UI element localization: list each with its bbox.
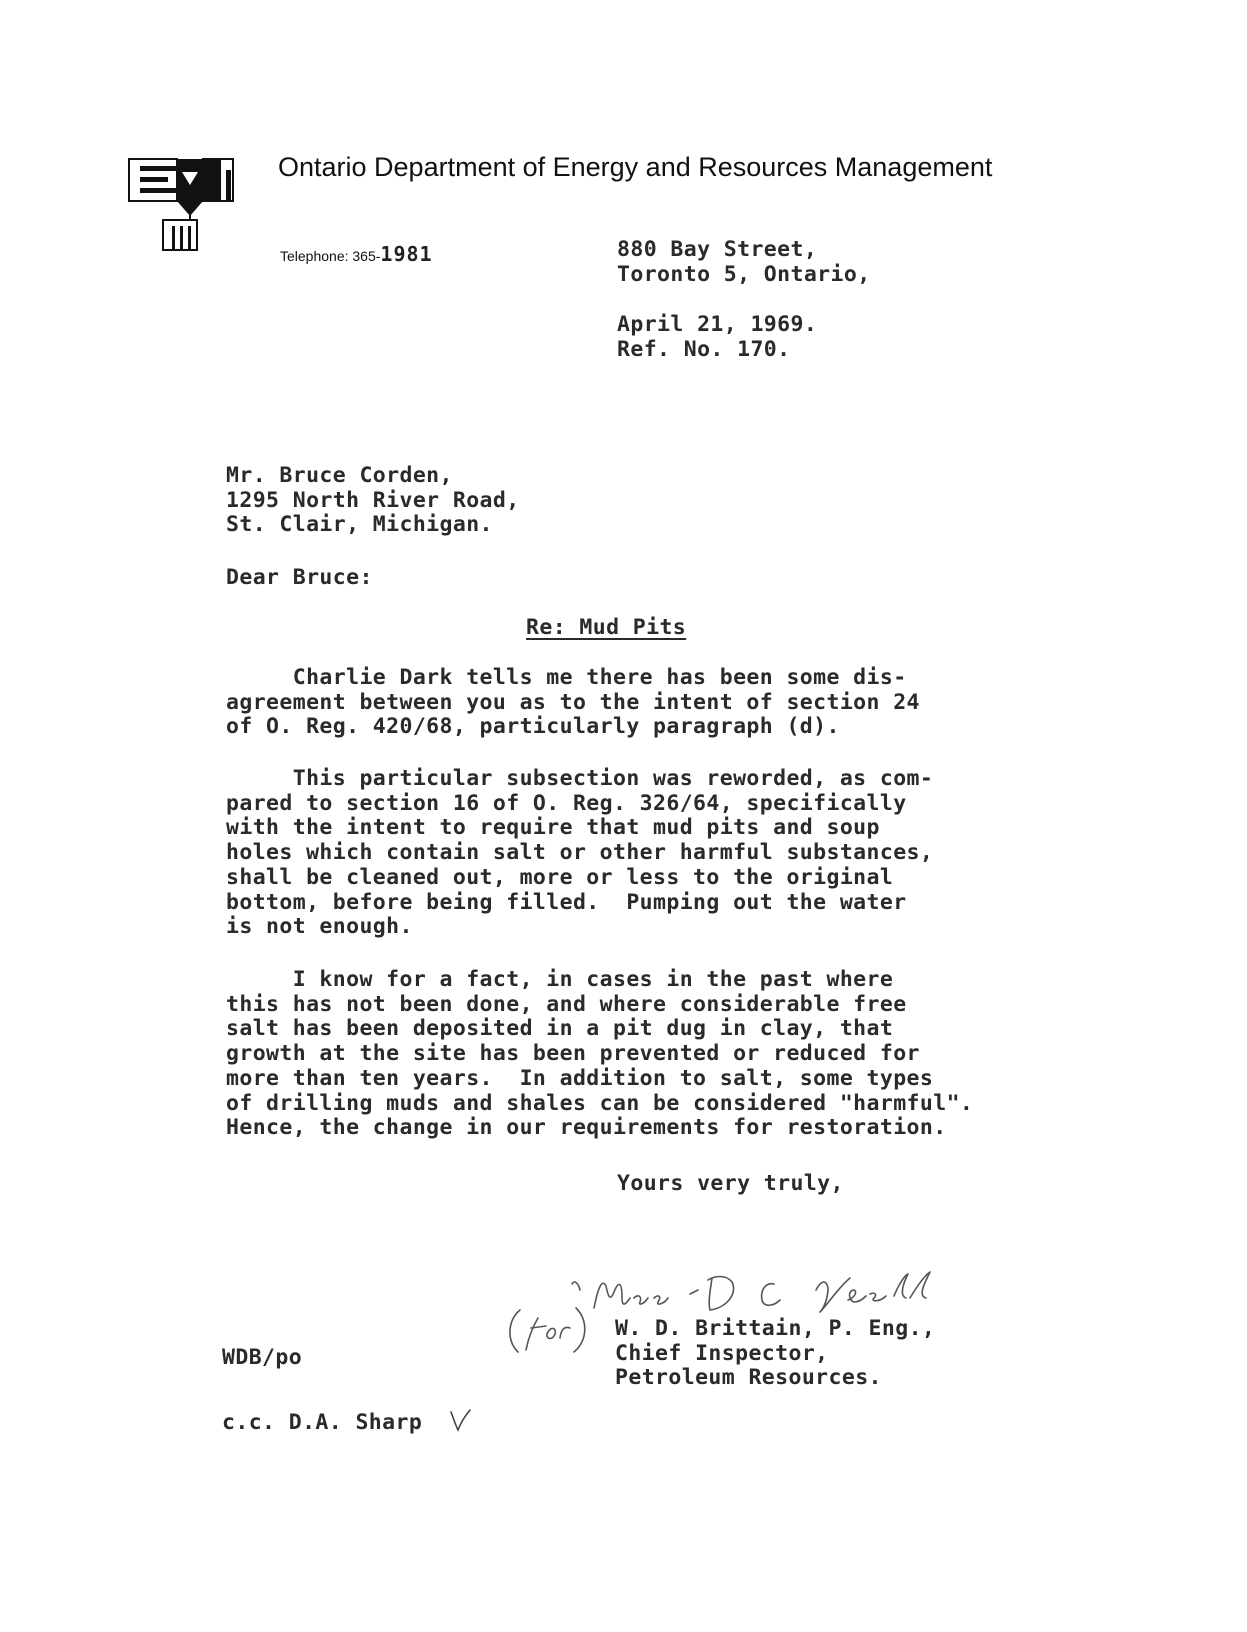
reference-number: Ref. No. 170.: [617, 336, 791, 362]
date-block: [617, 313, 817, 362]
signatory-name: W. D. Brittain, P. Eng.,: [615, 1316, 936, 1341]
salutation: Dear Bruce:: [226, 565, 373, 590]
recipient-name: Mr. Bruce Corden,: [226, 463, 453, 488]
paragraph-line: Hence, the change in our requirements for restoration.: [226, 1115, 947, 1141]
body-paragraph-2: [226, 767, 933, 940]
paragraph-line: of O. Reg. 420/68, particularly paragraph (d).: [226, 714, 840, 740]
signatory-division: Petroleum Resources.: [615, 1365, 882, 1391]
paragraph-line: salt has been deposited in a pit dug in clay, that: [226, 1016, 894, 1042]
subject-line: Re: Mud Pits: [526, 615, 687, 640]
paragraph-line: pared to section 16 of O. Reg. 326/64, specifically: [226, 790, 907, 816]
department-name: Ontario Department of Energy and Resources Management: [278, 152, 993, 182]
paragraph-line: more than ten years. In addition to salt, some types: [226, 1065, 934, 1091]
paragraph-line: this has not been done, and where considerable free: [226, 991, 907, 1017]
paragraph-line: holes which contain salt or other harmful substances,: [226, 840, 934, 866]
address-line-1: 880 Bay Street,: [617, 237, 818, 262]
body-paragraph-3: [226, 968, 973, 1141]
letter-date: April 21, 1969.: [617, 312, 818, 337]
signature-block: [615, 1317, 935, 1391]
paragraph-line: is not enough.: [226, 914, 413, 940]
telephone-label: Telephone: 365-: [280, 248, 381, 264]
recipient-city: St. Clair, Michigan.: [226, 512, 493, 538]
closing: Yours very truly,: [617, 1171, 844, 1196]
paragraph-line: bottom, before being filled. Pumping out the water: [226, 889, 907, 915]
sender-address: [617, 238, 871, 287]
department-logo: [128, 158, 240, 258]
telephone: [280, 242, 433, 266]
paragraph-line: of drilling muds and shales can be considered "harmful".: [226, 1090, 974, 1116]
recipient-address: [226, 464, 520, 538]
address-line-2: Toronto 5, Ontario,: [617, 261, 871, 287]
typist-initials: WDB/po: [222, 1345, 303, 1370]
paragraph-line: growth at the site has been prevented or reduced for: [226, 1041, 920, 1067]
signatory-title: Chief Inspector,: [615, 1340, 829, 1366]
paragraph-line: shall be cleaned out, more or less to the original: [226, 864, 894, 890]
paragraph-line: I know for a fact, in cases in the past where: [226, 967, 894, 992]
telephone-number: 1981: [380, 242, 433, 266]
paragraph-line: Charlie Dark tells me there has been some dis-: [226, 665, 907, 690]
paragraph-line: with the intent to require that mud pits and soup: [226, 815, 880, 841]
carbon-copy-line: c.c. D.A. Sharp: [222, 1410, 423, 1435]
paragraph-line: agreement between you as to the intent of section 24: [226, 689, 920, 715]
check-mark-icon: [448, 1408, 472, 1434]
recipient-street: 1295 North River Road,: [226, 487, 520, 513]
body-paragraph-1: [226, 666, 920, 740]
paragraph-line: This particular subsection was reworded, as com-: [226, 766, 934, 791]
